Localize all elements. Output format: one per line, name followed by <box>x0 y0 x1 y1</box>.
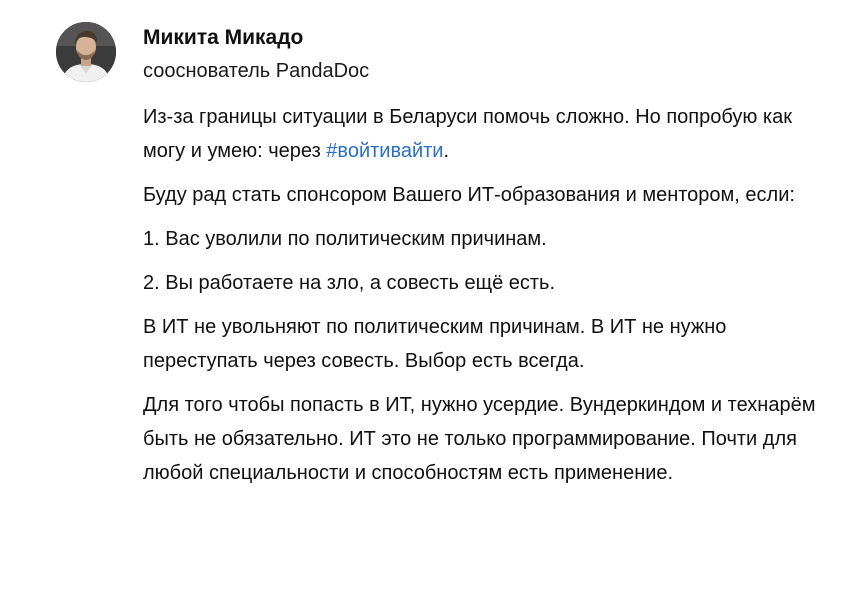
post-paragraph-4: 2. Вы работаете на зло, а совесть ещё есть. <box>143 272 556 294</box>
hashtag-link[interactable]: #войтивайти <box>326 140 444 162</box>
post-paragraph-1 <box>143 100 823 168</box>
post-paragraph-3: 1. Вас уволили по политическим причинам. <box>143 228 547 250</box>
post-paragraph-6: Для того чтобы попасть в ИТ, нужно усердие. Вундеркиндом и технарём быть не обязательно. ИТ это не только программирование. Почти для любой специальности и способностям есть применение. <box>143 394 816 484</box>
post-paragraph-2: Буду рад стать спонсором Вашего ИТ-образования и ментором, если: <box>143 184 795 206</box>
author-avatar[interactable] <box>56 22 116 82</box>
person-photo-avatar-icon <box>56 22 116 82</box>
post-body <box>143 100 823 500</box>
post-paragraph-1-end: . <box>443 140 450 162</box>
post-paragraph-5: В ИТ не увольняют по политическим причинам. В ИТ не нужно переступать через совесть. Выбор есть всегда. <box>143 316 727 372</box>
author-name[interactable]: Микита Микадо <box>143 26 304 49</box>
author-role: сооснователь PandaDoc <box>143 60 370 82</box>
post-paragraph-1-text: Из-за границы ситуации в Беларуси помочь сложно. Но попробую как могу и умею: через <box>143 106 792 162</box>
